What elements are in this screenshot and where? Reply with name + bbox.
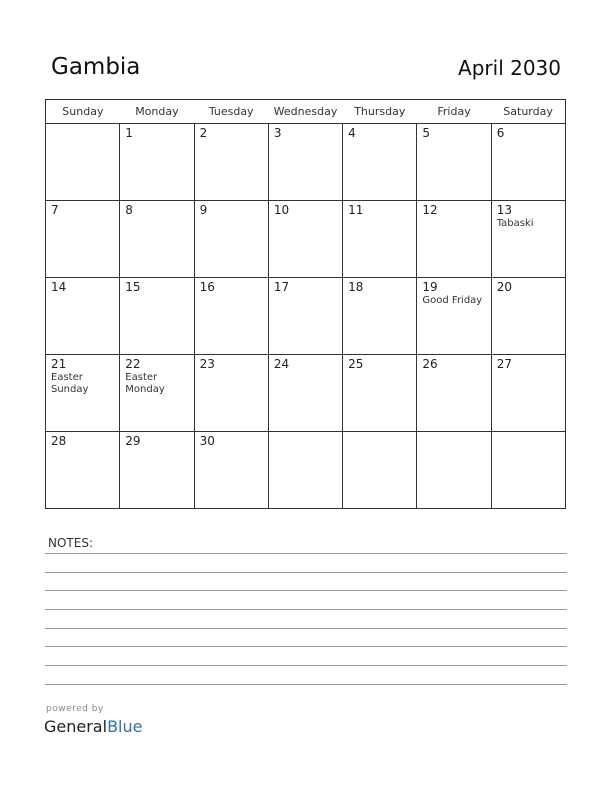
note-line <box>45 609 567 610</box>
day-number: 2 <box>199 126 208 140</box>
note-line <box>45 646 567 647</box>
day-cell <box>268 355 342 432</box>
day-number: 16 <box>199 280 215 294</box>
day-cell <box>343 124 417 201</box>
day-cell <box>491 201 565 278</box>
day-number: 9 <box>199 203 208 217</box>
day-cell <box>491 278 565 355</box>
day-cell <box>120 201 194 278</box>
day-number: 1 <box>125 126 133 140</box>
note-line <box>45 665 567 666</box>
day-number: 4 <box>348 126 356 140</box>
day-cell <box>120 355 194 432</box>
day-cell <box>417 278 491 355</box>
day-cell <box>120 278 194 355</box>
weekday-sunday: Sunday <box>46 100 120 124</box>
day-cell <box>46 278 120 355</box>
day-cell <box>46 201 120 278</box>
brand-blue: Blue <box>107 717 143 736</box>
day-cell <box>194 124 268 201</box>
day-cell <box>268 201 342 278</box>
day-cell <box>491 124 565 201</box>
weekday-wednesday: Wednesday <box>268 100 342 124</box>
holiday-label: Tabaski <box>496 218 534 229</box>
brand-general: General <box>44 717 108 736</box>
weekday-saturday: Saturday <box>491 100 565 124</box>
month-year-title: April 2030 <box>458 56 561 80</box>
note-line <box>45 590 567 591</box>
day-cell <box>120 432 194 509</box>
day-cell <box>417 355 491 432</box>
day-cell <box>268 124 342 201</box>
day-number: 12 <box>422 203 438 217</box>
week-row <box>46 201 566 278</box>
week-row <box>46 278 566 355</box>
generalblue-logo[interactable] <box>44 717 142 736</box>
day-number: 6 <box>496 126 505 140</box>
day-number: 21 <box>51 357 67 371</box>
day-cell <box>417 432 491 509</box>
day-cell <box>46 432 120 509</box>
day-cell <box>343 201 417 278</box>
weekday-friday: Friday <box>417 100 491 124</box>
day-number: 3 <box>273 126 282 140</box>
day-cell <box>491 355 565 432</box>
day-number: 24 <box>273 357 290 371</box>
note-line <box>45 684 567 685</box>
day-number: 23 <box>199 357 215 371</box>
weekday-monday: Monday <box>120 100 194 124</box>
day-cell <box>194 201 268 278</box>
day-cell <box>343 278 417 355</box>
day-number: 5 <box>422 126 431 140</box>
weekday-thursday: Thursday <box>343 100 417 124</box>
country-title: Gambia <box>51 54 141 80</box>
day-number: 7 <box>51 203 59 217</box>
week-row <box>46 124 566 201</box>
day-number: 30 <box>199 434 215 448</box>
day-number: 17 <box>273 280 290 294</box>
day-number: 27 <box>496 357 512 371</box>
day-cell <box>343 355 417 432</box>
week-row <box>46 432 566 509</box>
day-cell <box>268 432 342 509</box>
day-number: 22 <box>125 357 141 371</box>
day-number: 18 <box>348 280 364 294</box>
day-cell <box>194 278 268 355</box>
day-number: 20 <box>496 280 512 294</box>
day-cell <box>417 124 491 201</box>
notes-label: NOTES: <box>48 536 93 550</box>
week-row <box>46 355 566 432</box>
holiday-label: Easter Sunday <box>51 372 89 395</box>
powered-by-text: powered by <box>46 704 104 714</box>
weekday-tuesday: Tuesday <box>194 100 268 124</box>
day-cell <box>194 432 268 509</box>
day-number: 11 <box>348 203 364 217</box>
holiday-label: Easter Monday <box>125 372 165 395</box>
day-number: 26 <box>422 357 438 371</box>
day-cell <box>194 355 268 432</box>
day-number: 13 <box>496 203 512 217</box>
note-line <box>45 628 567 629</box>
day-number: 8 <box>125 203 133 217</box>
day-number: 15 <box>125 280 141 294</box>
holiday-label: Good Friday <box>422 295 483 306</box>
day-number: 28 <box>51 434 67 448</box>
day-cell <box>343 432 417 509</box>
day-number: 10 <box>273 203 290 217</box>
day-cell <box>46 124 120 201</box>
day-number: 25 <box>348 357 364 371</box>
day-cell <box>491 432 565 509</box>
note-line <box>45 572 567 573</box>
day-cell <box>268 278 342 355</box>
day-cell <box>46 355 120 432</box>
note-line <box>45 553 567 554</box>
day-number: 14 <box>51 280 67 294</box>
weekday-header-row <box>46 100 566 124</box>
day-number: 29 <box>125 434 141 448</box>
day-number: 19 <box>422 280 438 294</box>
calendar-grid <box>45 99 566 509</box>
day-cell <box>417 201 491 278</box>
day-cell <box>120 124 194 201</box>
